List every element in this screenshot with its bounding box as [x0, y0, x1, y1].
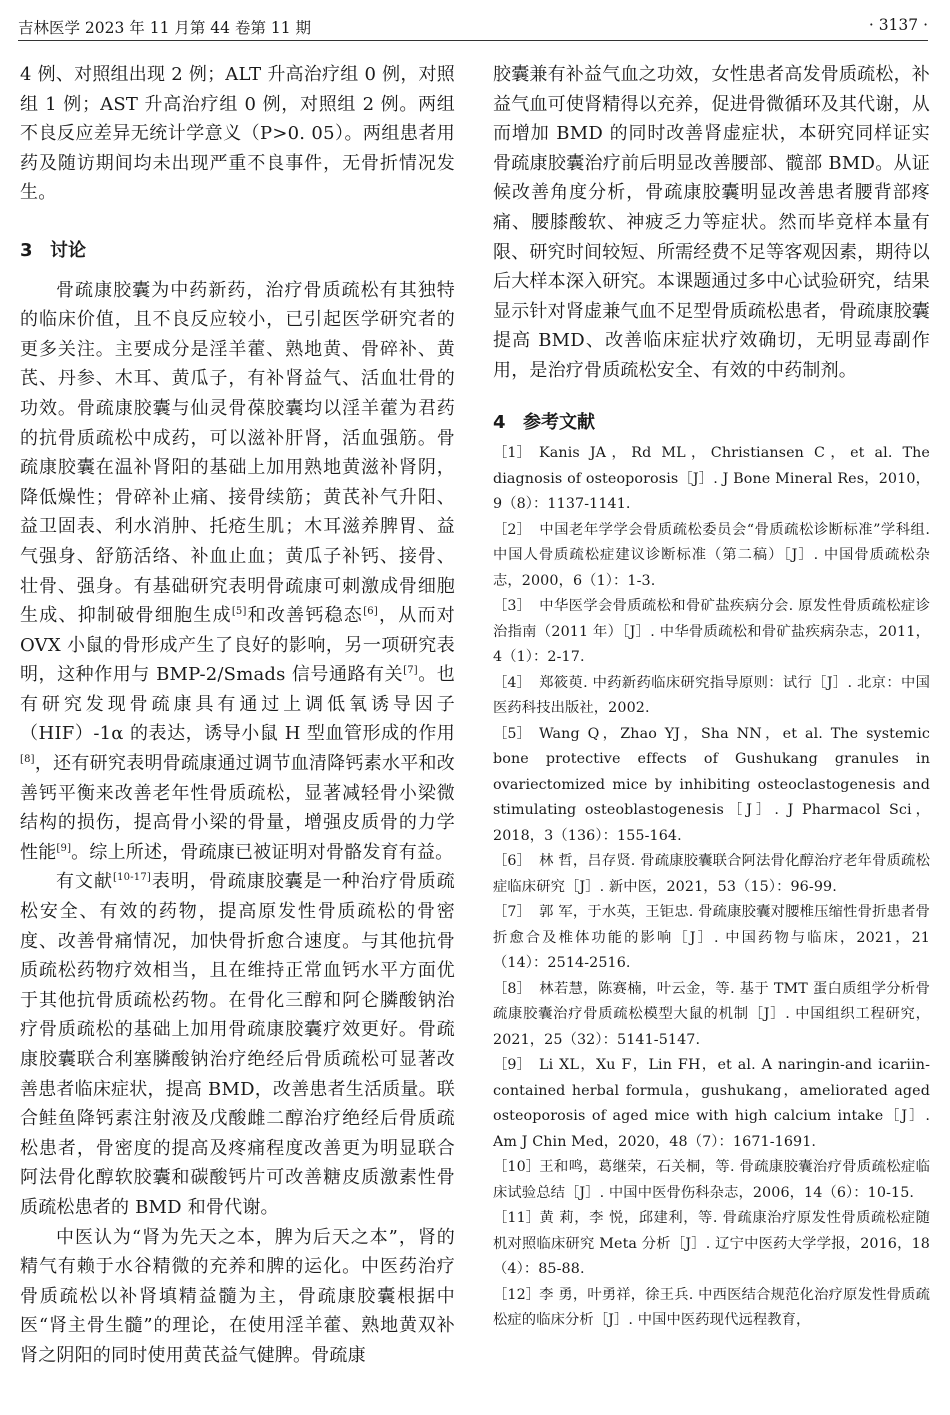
- right-column: [493, 60, 930, 1334]
- reference-item: ［6］ 林 哲，吕存贤. 骨疏康胶囊联合阿法骨化醇治疗老年骨质疏松症临床研究［J］. 新中医，2021，53（15）：96-99.: [493, 853, 930, 895]
- citation: [7]: [403, 665, 418, 677]
- discussion-paragraph-1: 骨疏康胶囊为中药新药，治疗骨质疏松有其独特的临床价值，且不良反应较小，已引起医学研究者的更多关注。主要成分是淫羊藿、熟地黄、骨碎补、黄芪、丹参、木耳、黄瓜子，有补肾益气、活血壮骨的功效。骨疏康胶囊与仙灵骨葆胶囊均以淫羊藿为君药的抗骨质疏松中成药，可以滋补肝肾，活血强筋。骨疏康胶囊在温补肾阳的基础上加用熟地黄滋补肾阴，降低燥性；骨碎补止痛、接骨续筋；黄芪补气升阳、益卫固表、利水消肿、托疮生肌；木耳滋养脾胃、益气强身、舒筋活络、补血止血；黄瓜子补钙、接骨、壮骨、强身。有基础研究表明骨疏康可刺激成骨细胞生成、抑制破骨细胞生成[5]和改善钙稳态[6]，从而对 OVX 小鼠的骨形成产生了良好的影响，另一项研究表明，这种作用与 BMP-2/Smads 信号通路有关[7]。也有研究发现骨疏康具有通过上调低氧诱导因子（HIF）-1α 的表达，诱导小鼠 H 型血管形成的作用[8]，还有研究表明骨疏康通过调节血清降钙素水平和改善钙平衡来改善老年性骨质疏松，显著减轻骨小梁微结构的损伤，提高骨小梁的骨量，增强皮质骨的力学性能[9]。综上所述，骨疏康已被证明对骨骼发育有益。: [20, 279, 456, 863]
- page-number: · 3137 ·: [868, 16, 928, 34]
- left-column: [20, 60, 455, 1371]
- section-number: 3: [20, 239, 33, 261]
- section-title: 参考文献: [523, 411, 595, 433]
- reference-item: ［11］黄 莉，李 悦，邱建利，等. 骨疏康治疗原发性骨质疏松症随机对照临床研究 Meta 分析［J］. 辽宁中医药大学学报，2016，18（4）：85-88.: [493, 1210, 930, 1278]
- results-tail-paragraph: 4 例、对照组出现 2 例；ALT 升高治疗组 0 例，对照组 1 例；AST 升高治疗组 0 例，对照组 2 例。两组不良反应差异无统计学意义（P>0. 05）。两组患者用药及随访期间均未出现严重不良事件，无骨折情况发生。: [20, 64, 455, 204]
- section-title: 讨论: [50, 239, 86, 261]
- citation: [10-17]: [113, 872, 152, 884]
- reference-item: ［4］ 郑筱萸. 中药新药临床研究指导原则：试行［J］. 北京：中国医药科技出版社，2002.: [493, 674, 930, 717]
- section-number: 4: [493, 411, 506, 433]
- reference-item: ［10］王和鸣，葛继荣，石关桐，等. 骨疏康胶囊治疗骨质疏松症临床试验总结［J］. 中国中医骨伤科杂志，2006，14（6）：10-15.: [493, 1159, 930, 1201]
- discussion-paragraph-2: 有文献[10-17]表明，骨疏康胶囊是一种治疗骨质疏松安全、有效的药物，提高原发性骨质疏松的骨密度、改善骨痛情况，加快骨折愈合速度。与其他抗骨质疏松药物疗效相当，且在维持正常血钙水平方面优于其他抗骨质疏松药物。在骨化三醇和阿仑膦酸钠治疗骨质疏松的基础上加用骨疏康胶囊疗效更好。骨疏康胶囊联合利塞膦酸钠治疗绝经后骨质疏松可显著改善患者临床症状，提高 BMD，改善患者生活质量。联合鲑鱼降钙素注射液及戊酸雌二醇治疗绝经后骨质疏松患者，骨密度的提高及疼痛程度改善更为明显联合阿法骨化醇软胶囊和碳酸钙片可改善糖皮质激素性骨质疏松患者的 BMD 和骨代谢。: [20, 871, 455, 1218]
- reference-item: ［8］ 林若慧，陈赛楠，叶云金，等. 基于 TMT 蛋白质组学分析骨疏康胶囊治疗骨质疏松模型大鼠的机制［J］. 中国组织工程研究，2021，25（32）：5141-5147.: [493, 980, 930, 1048]
- reference-item: ［12］李 勇，叶勇祥，徐王兵. 中西医结合规范化治疗原发性骨质疏松症的临床分析［J］. 中国中医药现代远程教育，: [493, 1286, 930, 1329]
- discussion-paragraph-3: 中医认为“肾为先天之本，脾为后天之本”，肾的精气有赖于水谷精微的充养和脾的运化。中医药治疗骨质疏松以补肾填精益髓为主，骨疏康胶囊根据中医“肾主骨生髓”的理论，在使用淫羊藿、熟地黄双补肾之阴阳的同时使用黄芪益气健脾。骨疏康: [20, 1226, 455, 1366]
- reference-list: [493, 441, 930, 1334]
- reference-item: ［3］ 中华医学会骨质疏松和骨矿盐疾病分会. 原发性骨质疏松症诊治指南（2011 年）［J］. 中华骨质疏松和骨矿盐疾病杂志，2011，4（1）：2-17.: [493, 598, 930, 666]
- reference-item: ［2］ 中国老年学学会骨质疏松委员会“骨质疏松诊断标准”学科组. 中国人骨质疏松症建议诊断标准（第二稿）［J］. 中国骨质疏松杂志，2000，6（1）：1-3.: [493, 521, 930, 589]
- discussion-paragraph-4: 胶囊兼有补益气血之功效，女性患者高发骨质疏松，补益气血可使肾精得以充养，促进骨微循环及其代谢，从而增加 BMD 的同时改善肾虚症状，本研究同样证实骨疏康胶囊治疗前后明显改善腰部、髋部 BMD。从证候改善角度分析，骨疏康胶囊明显改善患者腰背部疼痛、腰膝酸软、神疲乏力等症状。然而毕竟样本量有限、研究时间较短、所需经费不足等客观因素，期待以后大样本深入研究。本课题通过多中心试验研究，结果显示针对肾虚兼气血不足型骨质疏松患者，骨疏康胶囊提高 BMD、改善临床症状疗效确切，无明显毒副作用，是治疗骨质疏松安全、有效的中药制剂。: [493, 64, 930, 381]
- citation: [8]: [20, 754, 35, 766]
- reference-item: ［9］ Li XL，Xu F，Lin FH，et al. A naringin-and icariin-contained herbal formula，gushukang，ameliorated aged osteoporosis of aged mice with high calcium intake［J］. Am J Chin Med，2020，48（7）：1671-1691.: [493, 1057, 930, 1150]
- section-heading-references: [493, 408, 930, 438]
- citation: [9]: [56, 842, 72, 854]
- section-heading-discussion: [20, 236, 455, 266]
- citation: [5]: [231, 606, 247, 618]
- page-header: [18, 10, 928, 41]
- reference-item: ［7］ 郭 军，于水英，王钜忠. 骨疏康胶囊对腰椎压缩性骨折患者骨折愈合及椎体功能的影响［J］. 中国药物与临床，2021，21（14）：2514-2516.: [493, 904, 930, 972]
- journal-info: 吉林医学 2023 年 11 月第 44 卷第 11 期: [18, 19, 312, 37]
- reference-item: ［5］ Wang Q，Zhao YJ，Sha NN，et al. The systemic bone protective effects of Gushukang granules in ovariectomized mice by inhibiting osteoclastogenesis and stimulating osteoblastogenesis［J］. J Pharmacol Sci，2018，3（136）：155-164.: [493, 725, 930, 844]
- reference-item: ［1］ Kanis JA，Rd ML，Christiansen C，et al. The diagnosis of osteoporosis［J］. J Bone Mineral Res，2010，9（8）：1137-1141.: [493, 445, 930, 513]
- citation: [6]: [363, 606, 378, 618]
